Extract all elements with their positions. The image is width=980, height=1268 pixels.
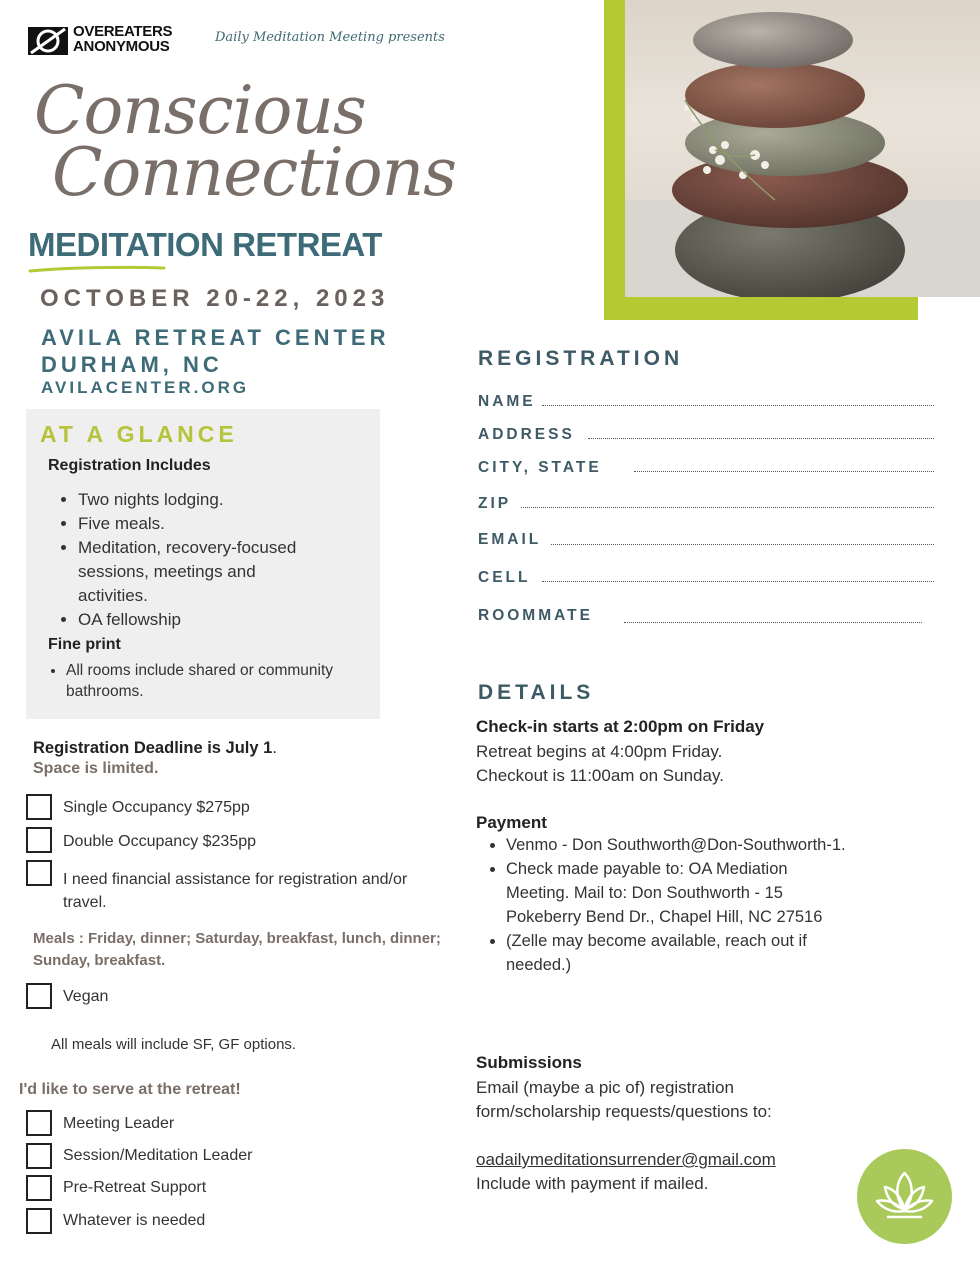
submissions-text: Email (maybe a pic of) registration form/scholarship requests/questions to: — [476, 1078, 772, 1121]
stacked-stones-photo — [625, 0, 980, 297]
list-item: • Check made payable to: OA Mediation Meeting. Mail to: Don Southworth - 15 Pokeberry Bend Dr., Chapel Hill, NC 27516 — [506, 857, 851, 929]
serve-heading: I'd like to serve at the retreat! — [19, 1081, 241, 1098]
venue-city: DURHAM, NC — [41, 352, 223, 377]
contact-email-link[interactable]: oadailymeditationsurrender@gmail.com — [476, 1150, 776, 1169]
list-item: • All rooms include shared or community bathrooms. — [66, 660, 346, 702]
glance-title: AT A GLANCE — [40, 421, 238, 447]
meals-info: Meals : Friday, dinner; Saturday, breakfast, lunch, dinner; Sunday, breakfast. — [33, 930, 441, 969]
meal-options-note: All meals will include SF, GF options. — [51, 1036, 297, 1053]
pre-retreat-support-checkbox[interactable] — [26, 1175, 52, 1201]
address-field[interactable] — [588, 438, 934, 439]
city-state-label: CITY, STATE — [478, 459, 602, 476]
session-leader-label: Session/Meditation Leader — [63, 1147, 253, 1164]
script-title-line2: Connections — [52, 134, 457, 211]
list-item: • OA fellowship — [78, 608, 328, 632]
script-title-line1: Conscious — [34, 72, 366, 149]
financial-assistance-label: I need financial assistance for registration and/or travel. — [63, 871, 408, 911]
zip-field[interactable] — [521, 507, 934, 508]
space-limited-note: Space is limited. — [33, 760, 159, 777]
roommate-field[interactable] — [624, 622, 922, 623]
registration-deadline: Registration Deadline is July 1. — [33, 739, 277, 757]
cell-field[interactable] — [542, 581, 934, 582]
double-occupancy-label: Double Occupancy $235pp — [63, 833, 257, 850]
title-underline — [28, 264, 166, 274]
financial-assistance-checkbox[interactable] — [26, 860, 52, 886]
org-name: OVEREATERS ANONYMOUS — [73, 23, 173, 55]
single-occupancy-checkbox[interactable] — [26, 794, 52, 820]
session-leader-checkbox[interactable] — [26, 1143, 52, 1169]
name-label: NAME — [478, 393, 536, 410]
cell-label: CELL — [478, 569, 531, 586]
checkin-time: Check-in starts at 2:00pm on Friday — [476, 717, 765, 736]
retreat-begins: Retreat begins at 4:00pm Friday. — [476, 742, 723, 761]
roommate-label: ROOMMATE — [478, 607, 593, 624]
list-item: • Two nights lodging. — [78, 488, 328, 512]
page-title: MEDITATION RETREAT — [28, 226, 382, 263]
meeting-leader-label: Meeting Leader — [63, 1115, 175, 1132]
whatever-needed-checkbox[interactable] — [26, 1208, 52, 1234]
email-label: EMAIL — [478, 531, 542, 548]
details-title: DETAILS — [478, 681, 595, 704]
single-occupancy-label: Single Occupancy $275pp — [63, 799, 250, 816]
checkout-time: Checkout is 11:00am on Sunday. — [476, 766, 724, 785]
registration-title: REGISTRATION — [478, 347, 684, 370]
lotus-icon — [857, 1149, 952, 1244]
submissions-heading: Submissions — [476, 1053, 582, 1072]
lotus-badge — [857, 1149, 952, 1244]
fine-print-list — [46, 660, 346, 702]
presents-line: Daily Meditation Meeting presents — [215, 30, 445, 45]
double-occupancy-checkbox[interactable] — [26, 827, 52, 853]
list-item: • Meditation, recovery-focused sessions, meetings and activities. — [78, 536, 328, 608]
venue-website[interactable]: AVILACENTER.ORG — [41, 378, 250, 397]
pre-retreat-support-label: Pre-Retreat Support — [63, 1179, 207, 1196]
list-item: • Venmo - Don Southworth@Don-Southworth-1. — [506, 833, 851, 857]
list-item: • (Zelle may become available, reach out if needed.) — [506, 929, 851, 977]
vegan-label: Vegan — [63, 988, 109, 1005]
zip-label: ZIP — [478, 495, 512, 512]
event-dates: OCTOBER 20-22, 2023 — [40, 285, 390, 312]
email-field[interactable] — [551, 544, 934, 545]
venue-name: AVILA RETREAT CENTER — [41, 325, 390, 350]
vegan-checkbox[interactable] — [26, 983, 52, 1009]
payment-list — [486, 833, 851, 977]
mail-note: Include with payment if mailed. — [476, 1174, 709, 1193]
fine-print-heading: Fine print — [48, 636, 121, 653]
city-state-field[interactable] — [634, 471, 934, 472]
whatever-needed-label: Whatever is needed — [63, 1212, 206, 1229]
name-field[interactable] — [542, 405, 934, 406]
includes-list — [58, 488, 328, 632]
meeting-leader-checkbox[interactable] — [26, 1110, 52, 1136]
includes-heading: Registration Includes — [48, 457, 211, 474]
payment-heading: Payment — [476, 813, 547, 832]
address-label: ADDRESS — [478, 426, 575, 443]
oa-logo-icon — [27, 26, 69, 56]
list-item: • Five meals. — [78, 512, 328, 536]
